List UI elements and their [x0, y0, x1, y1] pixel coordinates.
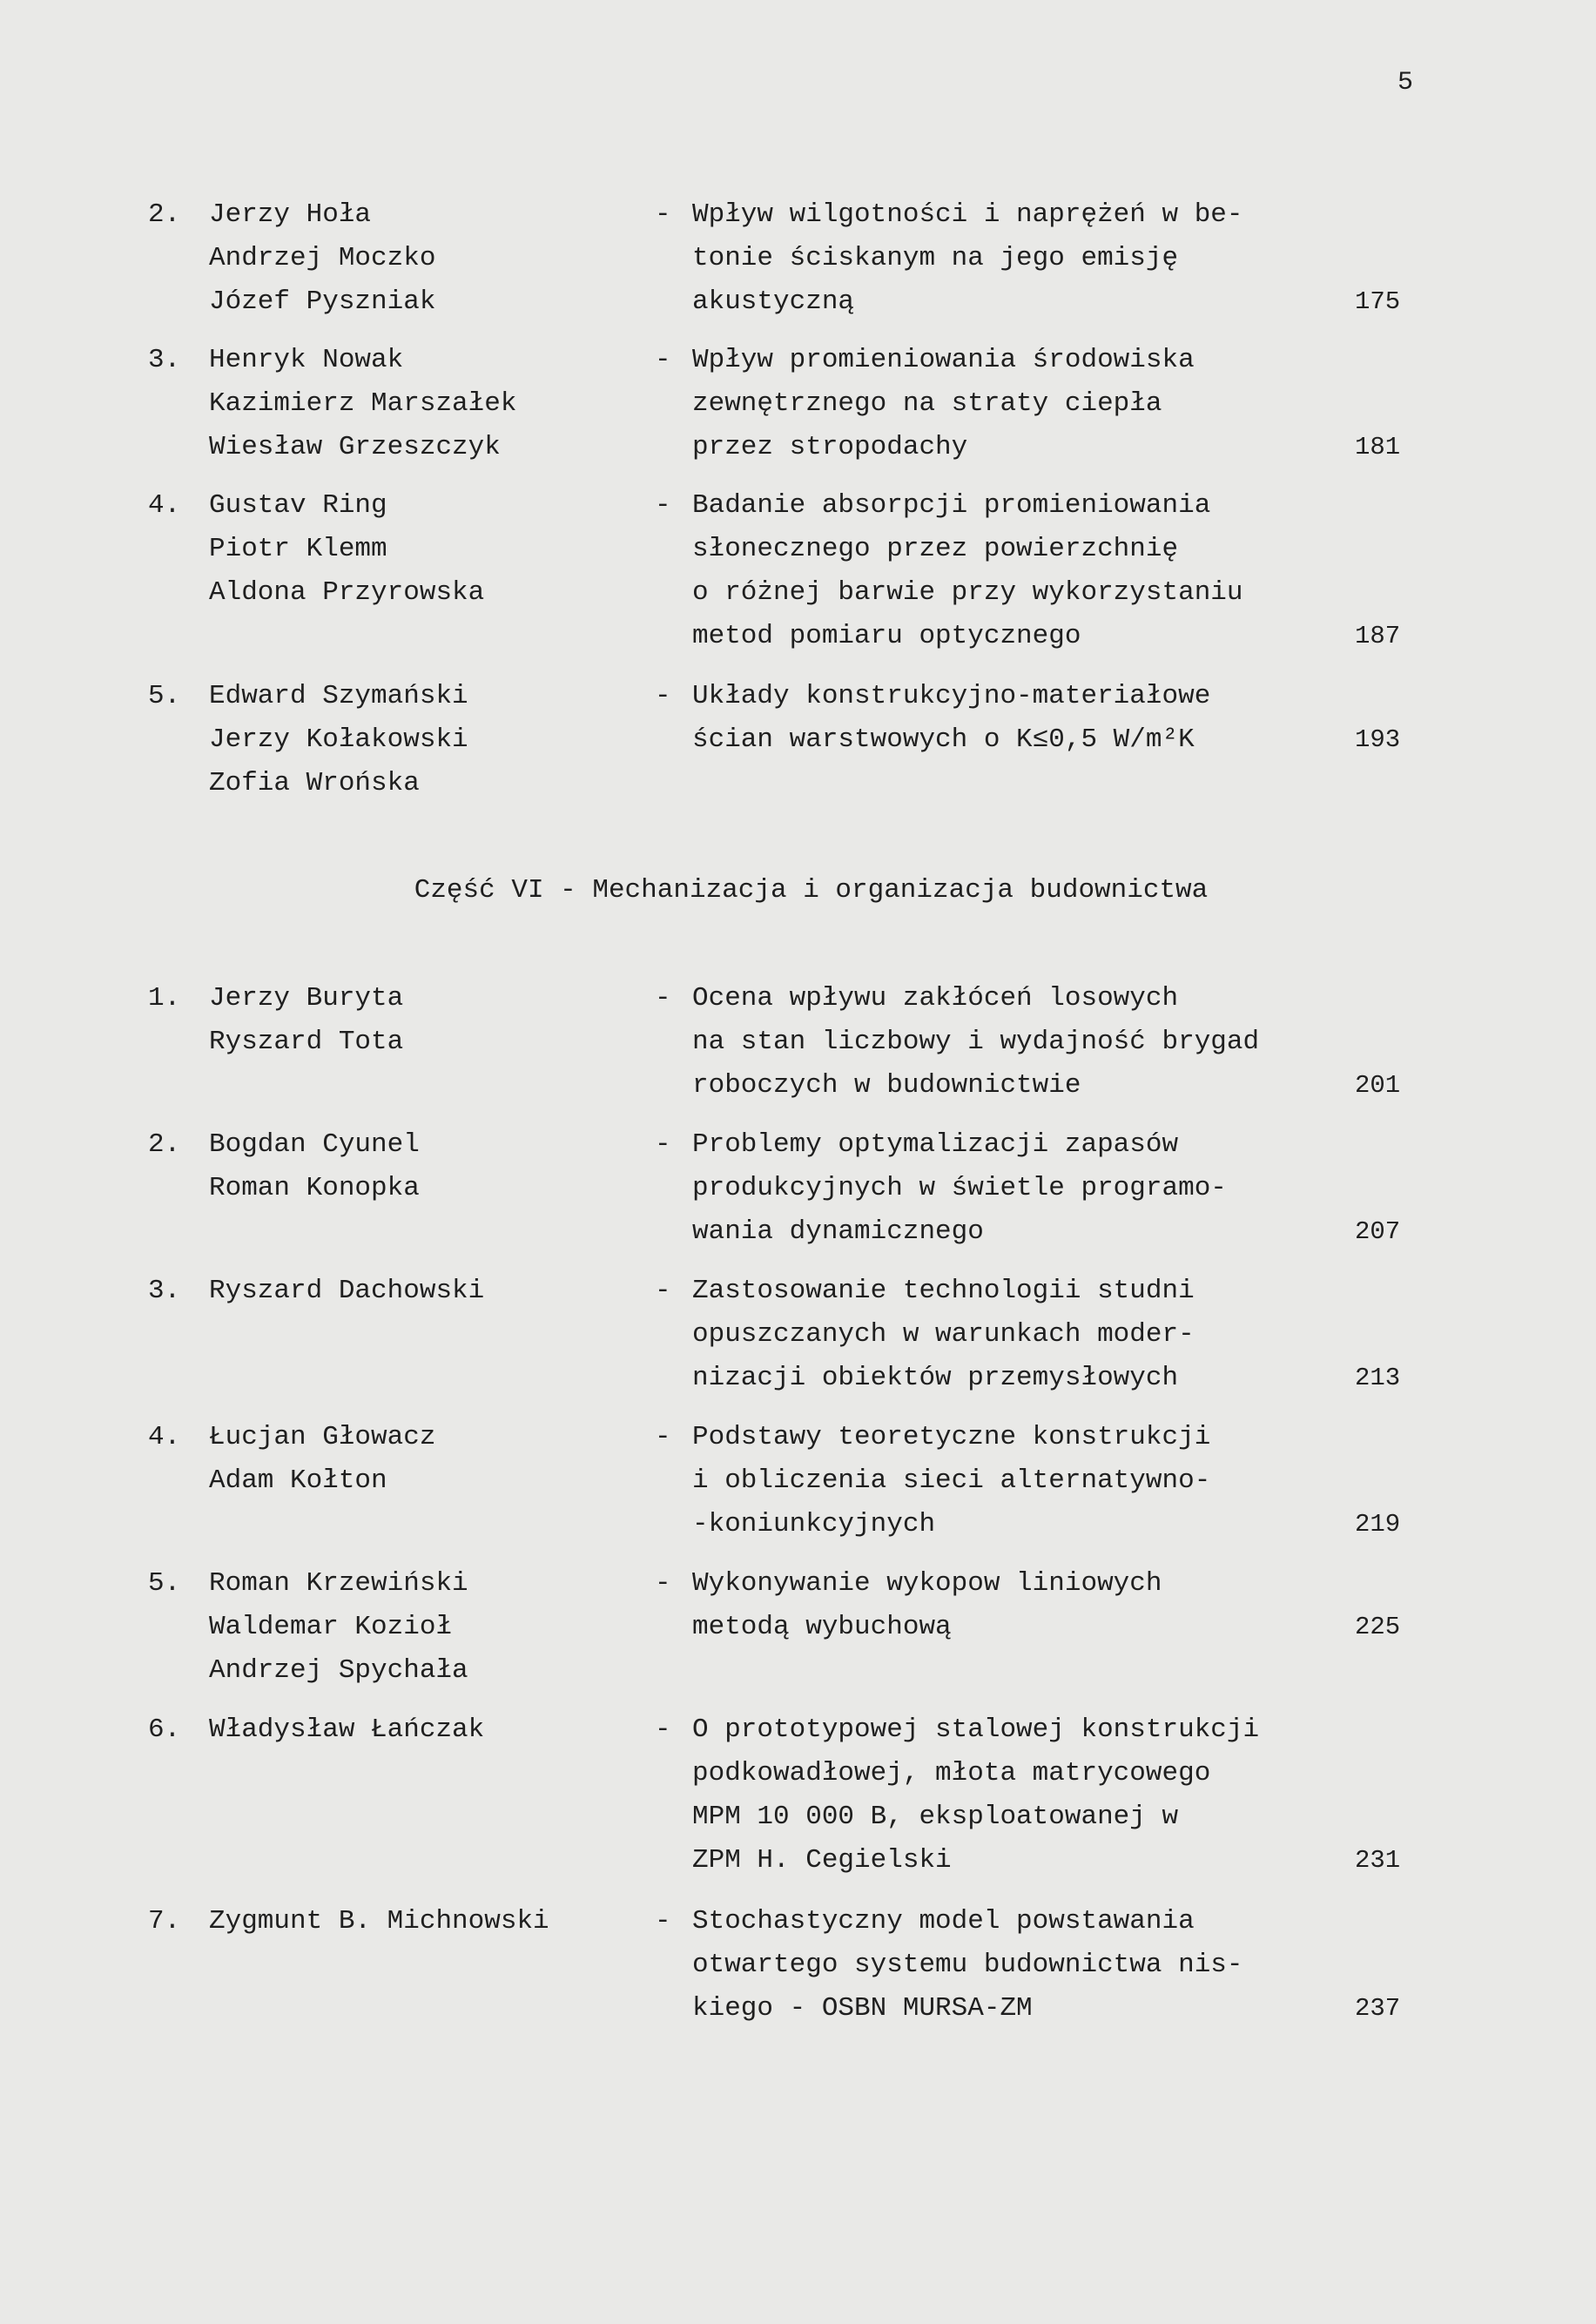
title-line: Badanie absorpcji promieniowania — [692, 490, 1211, 521]
entry-authors — [209, 484, 644, 615]
title-line: Podstawy teoretyczne konstrukcji — [692, 1422, 1211, 1452]
entry-page-number: 225 — [1355, 1613, 1401, 1641]
title-line: nizacji obiektów przemysłowych — [692, 1363, 1179, 1393]
entry-title — [692, 1900, 1354, 2031]
entry-authors — [209, 977, 644, 1064]
entry-page-number: 237 — [1355, 1994, 1401, 2023]
author-name: Waldemar Kozioł — [209, 1612, 453, 1642]
title-line: Wpływ wilgotności i naprężeń w be- — [692, 199, 1243, 230]
entry-dash: - — [655, 345, 671, 375]
author-name: Jerzy Buryta — [209, 983, 404, 1014]
entry-number: 4. — [148, 490, 181, 521]
entry-number: 3. — [148, 345, 181, 375]
title-line: Problemy optymalizacji zapasów — [692, 1129, 1179, 1160]
entry-dash: - — [655, 681, 671, 711]
title-line: Zastosowanie technologii studni — [692, 1276, 1195, 1306]
author-name: Roman Konopka — [209, 1173, 420, 1203]
entry-number: 7. — [148, 1906, 181, 1937]
title-line: Ocena wpływu zakłóceń losowych — [692, 983, 1179, 1014]
entry-title — [692, 1708, 1354, 1883]
title-line: akustyczną — [692, 286, 855, 317]
entry-title — [692, 1123, 1354, 1254]
entry-number: 5. — [148, 681, 181, 711]
entry-title — [692, 339, 1354, 469]
entry-authors — [209, 1123, 644, 1210]
author-name: Andrzej Spychała — [209, 1655, 468, 1686]
title-line: o różnej barwie przy wykorzystaniu — [692, 577, 1243, 608]
entry-page-number: 193 — [1355, 725, 1401, 754]
title-line: Stochastyczny model powstawania — [692, 1906, 1195, 1937]
entry-number: 2. — [148, 199, 181, 230]
author-name: Józef Pyszniak — [209, 286, 436, 317]
title-line: otwartego systemu budownictwa nis- — [692, 1950, 1243, 1980]
entry-page-number: 207 — [1355, 1217, 1401, 1246]
entry-title — [692, 1562, 1354, 1649]
author-name: Roman Krzewiński — [209, 1568, 468, 1599]
entry-page-number: 175 — [1355, 287, 1401, 316]
entry-dash: - — [655, 199, 671, 230]
entry-authors — [209, 193, 644, 324]
author-name: Bogdan Cyunel — [209, 1129, 420, 1160]
entry-number: 4. — [148, 1422, 181, 1452]
author-name: Gustav Ring — [209, 490, 387, 521]
entry-title — [692, 193, 1354, 324]
entry-authors — [209, 339, 644, 469]
entry-dash: - — [655, 1568, 671, 1599]
title-line: i obliczenia sieci alternatywno- — [692, 1465, 1211, 1496]
entry-dash: - — [655, 1906, 671, 1937]
title-line: Układy konstrukcyjno-materiałowe — [692, 681, 1211, 711]
entry-title — [692, 1270, 1354, 1400]
title-line: zewnętrznego na straty ciepła — [692, 388, 1162, 419]
author-name: Ryszard Dachowski — [209, 1276, 485, 1306]
entry-dash: - — [655, 1129, 671, 1160]
entry-authors — [209, 675, 644, 805]
author-name: Henryk Nowak — [209, 345, 404, 375]
entry-authors — [209, 1562, 644, 1693]
entry-page-number: 219 — [1355, 1510, 1401, 1539]
entry-dash: - — [655, 1422, 671, 1452]
entry-dash: - — [655, 1276, 671, 1306]
title-line: tonie ściskanym na jego emisję — [692, 243, 1179, 273]
author-name: Łucjan Głowacz — [209, 1422, 436, 1452]
author-name: Zofia Wrońska — [209, 768, 420, 798]
entry-authors — [209, 1900, 644, 1943]
author-name: Jerzy Kołakowski — [209, 724, 468, 755]
entry-number: 6. — [148, 1714, 181, 1745]
entry-title — [692, 675, 1354, 762]
entry-dash: - — [655, 1714, 671, 1745]
entry-title — [692, 977, 1354, 1108]
entry-title — [692, 484, 1354, 658]
title-line: wania dynamicznego — [692, 1216, 984, 1247]
title-line: przez stropodachy — [692, 432, 968, 462]
author-name: Jerzy Hoła — [209, 199, 372, 230]
author-name: Piotr Klemm — [209, 534, 387, 564]
author-name: Wiesław Grzeszczyk — [209, 432, 501, 462]
entry-page-number: 181 — [1355, 433, 1401, 461]
entry-number: 3. — [148, 1276, 181, 1306]
section-heading: Część VI - Mechanizacja i organizacja budownictwa — [414, 875, 1209, 906]
title-line: metod pomiaru optycznego — [692, 621, 1081, 651]
entry-authors — [209, 1270, 644, 1313]
entry-title — [692, 1416, 1354, 1546]
entry-authors — [209, 1416, 644, 1503]
title-line: metodą wybuchową — [692, 1612, 952, 1642]
entry-number: 1. — [148, 983, 181, 1014]
title-line: MPM 10 000 B, eksploatowanej w — [692, 1802, 1179, 1832]
author-name: Zygmunt B. Michnowski — [209, 1906, 549, 1937]
author-name: Adam Kołton — [209, 1465, 387, 1496]
author-name: Ryszard Tota — [209, 1027, 404, 1057]
title-line: roboczych w budownictwie — [692, 1070, 1081, 1101]
entry-number: 5. — [148, 1568, 181, 1599]
title-line: opuszczanych w warunkach moder- — [692, 1319, 1195, 1350]
title-line: na stan liczbowy i wydajność brygad — [692, 1027, 1260, 1057]
entry-page-number: 231 — [1355, 1846, 1401, 1875]
title-line: słonecznego przez powierzchnię — [692, 534, 1179, 564]
title-line: ścian warstwowych o K≤0,5 W/m²K — [692, 724, 1195, 755]
author-name: Andrzej Moczko — [209, 243, 436, 273]
entry-dash: - — [655, 490, 671, 521]
entry-page-number: 187 — [1355, 622, 1401, 650]
entry-authors — [209, 1708, 644, 1752]
title-line: -koniunkcyjnych — [692, 1509, 936, 1539]
author-name: Edward Szymański — [209, 681, 468, 711]
title-line: Wpływ promieniowania środowiska — [692, 345, 1195, 375]
title-line: ZPM H. Cegielski — [692, 1845, 952, 1876]
entry-page-number: 201 — [1355, 1071, 1401, 1100]
author-name: Kazimierz Marszałek — [209, 388, 517, 419]
author-name: Władysław Łańczak — [209, 1714, 485, 1745]
title-line: kiego - OSBN MURSA-ZM — [692, 1993, 1033, 2024]
entry-dash: - — [655, 983, 671, 1014]
page-number: 5 — [1397, 68, 1414, 98]
title-line: podkowadłowej, młota matrycowego — [692, 1758, 1211, 1788]
title-line: produkcyjnych w świetle programo- — [692, 1173, 1227, 1203]
entry-page-number: 213 — [1355, 1364, 1401, 1392]
title-line: Wykonywanie wykopow liniowych — [692, 1568, 1162, 1599]
author-name: Aldona Przyrowska — [209, 577, 485, 608]
entry-number: 2. — [148, 1129, 181, 1160]
title-line: O prototypowej stalowej konstrukcji — [692, 1714, 1260, 1745]
